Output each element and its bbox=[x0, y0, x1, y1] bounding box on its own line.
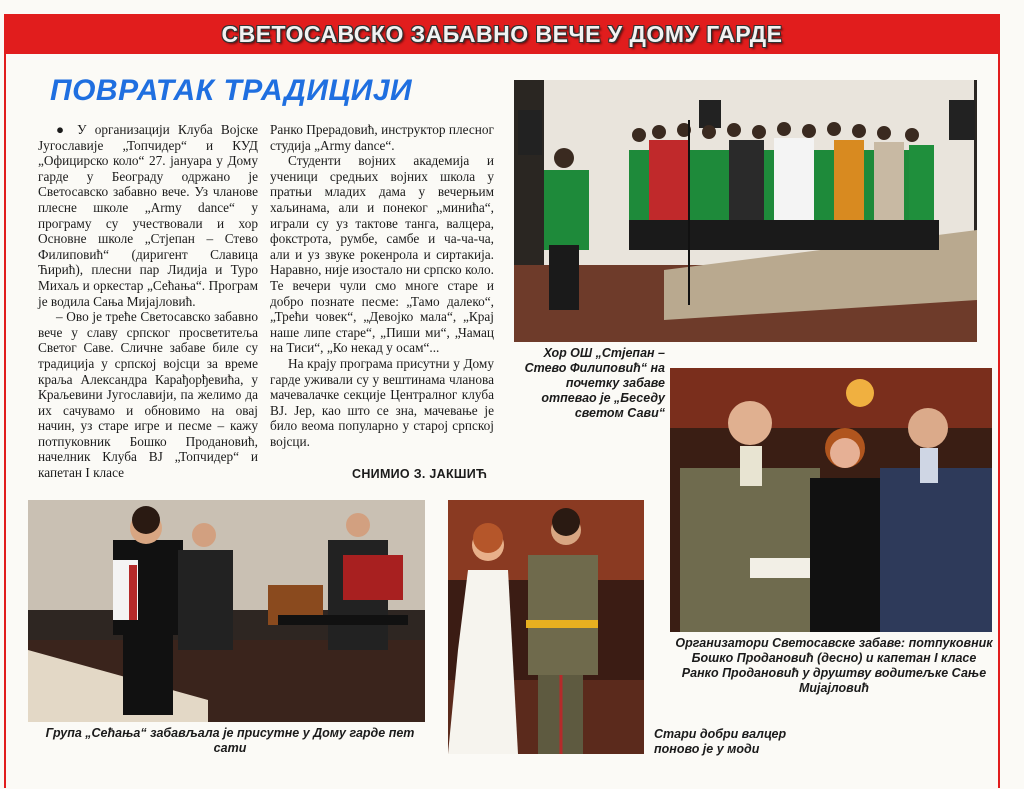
article-headline: ПОВРАТАК ТРАДИЦИЈИ bbox=[50, 74, 413, 107]
banner-title: СВЕТОСАВСКО ЗАБАВНО ВЕЧЕ У ДОМУ ГАРДЕ bbox=[221, 20, 783, 47]
organizers-caption: Организатори Светосавске забаве: потпуковник Бошко Продановић (десно) и капетан I класе Ранко Продановић у друштву водитељке Сање Мијајловић bbox=[675, 636, 993, 695]
paragraph: Студенти војних академија и ученици средњих војних школа у пратњи младих дама у вечерњим хаљинама, али и понеког „минића“, играли су уз тактове танга, валцера, фокстрота, румбе, самбе и ча-ча-ча, али и уз звуке рокенрола и сиртакија. Наравно, није изостало ни српско коло. Те вечери чули смо многе старе и добро познате песме: „Тамо далеко“, „Трећи човек“, „Девојко мала“, „Крај наше липе старе“, „Пиши ми“, „Чамац на Тиси“, „Ко некад у осам“... bbox=[270, 153, 494, 356]
band-caption: Група „Сећања“ забављала је присутне у Дому гарде пет сати bbox=[45, 726, 415, 755]
waltz-caption: Стари добри валцер поново је у моди bbox=[654, 727, 787, 756]
choir-caption: Хор ОШ „Стјепан – Стево Филиповић“ на почетку забаве отпевао је „Беседу светом Сави“ bbox=[524, 346, 665, 420]
paragraph: Ранко Прерадовић, инструктор плесног студија „Army dance“. bbox=[270, 122, 494, 153]
organizers-photo bbox=[670, 368, 992, 632]
article-column-1 bbox=[38, 122, 258, 481]
paragraph: На крају програма присутни у Дому гарде уживали су у вештинама чланова мачевалачке секције Централног клуба ВЈ. Јер, као што се зна, мачевање је било веома популарно у старој српској војсци. bbox=[270, 355, 494, 449]
article-column-2 bbox=[270, 122, 494, 449]
banner bbox=[4, 14, 1000, 54]
waltz-photo bbox=[448, 500, 644, 754]
photo-credit: СНИМИО З. ЈАКШИЋ bbox=[352, 467, 488, 481]
band-photo bbox=[28, 500, 425, 722]
choir-photo bbox=[514, 80, 977, 342]
paragraph: ● У организацији Клуба Војске Југославије „Топчидер“ и КУД „Официрско коло“ 27. јануара у Дому гарде у Београду одржано је Светосавско забавно вече. Уз чланове плесне школе „Army dance“ у програму су учествовали и хор Основне школе „Стјепан – Стево Филиповић“ (диригент Славица Ћирић), плесни пар Лидија и Туро Михаљ и оркестар „Сећања“. Програм је водила Сања Мијајловић. bbox=[38, 122, 258, 309]
paragraph: – Ово је треће Светосавско забавно вече у славу српског просветитеља Светог Саве. Сличне забаве биле су традиција у српској војсци за време краља Александра Карађорђевића, у Краљевини Југославији, па желимо да их сачувамо и обновимо на овај начин, уз старе игре и песме – кажу потпуковник Бошко Продановић, начелник Клуба ВЈ „Топчидер“ и капетан I класе bbox=[38, 309, 258, 481]
